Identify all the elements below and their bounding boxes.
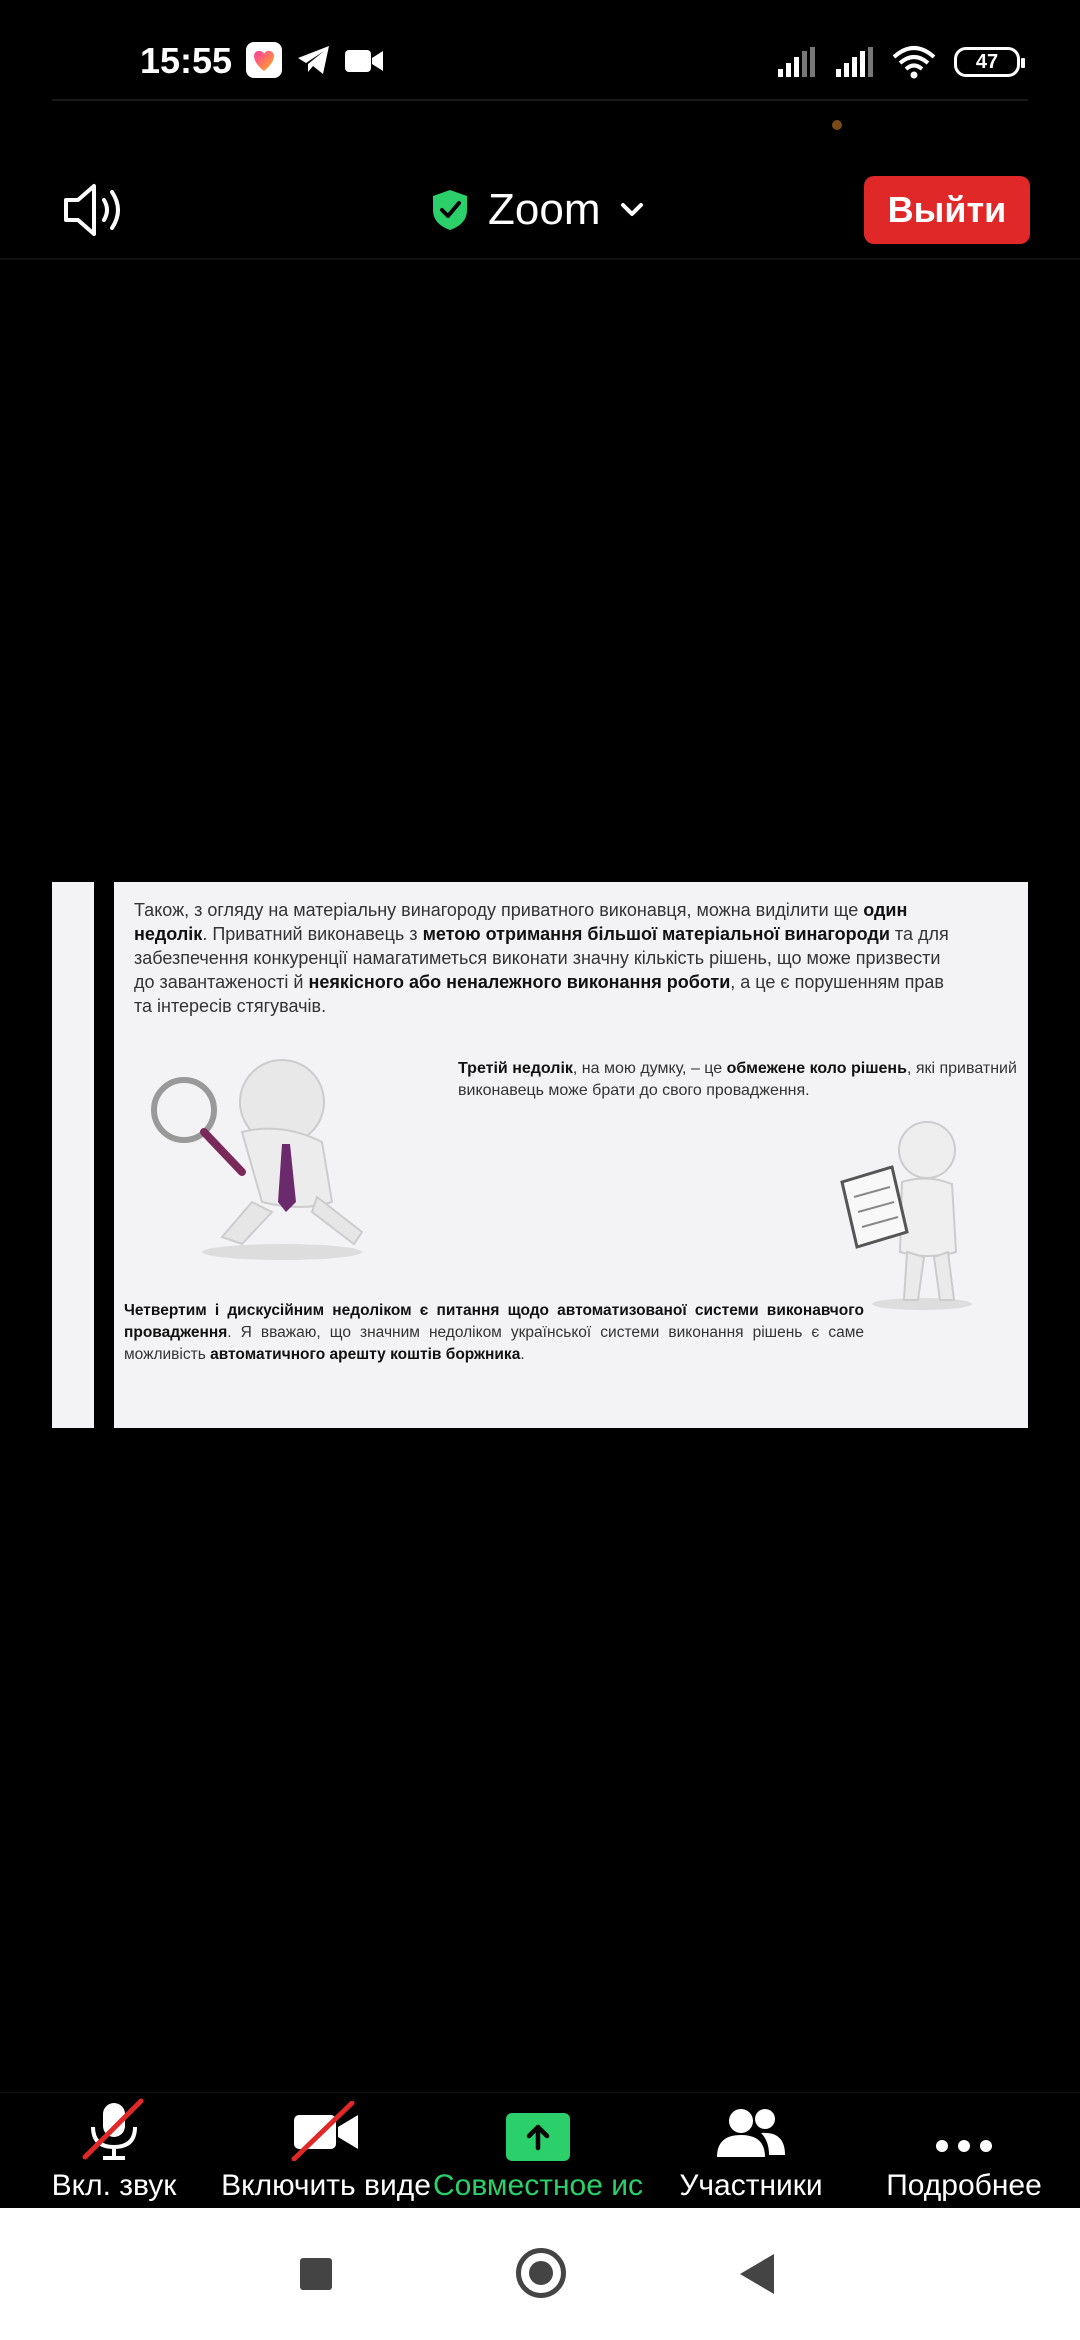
slide-text-run: Третій недолік [458,1060,573,1077]
chevron-down-icon [618,196,646,224]
clipboard-figure-image [822,1112,1012,1312]
slide-text-run: , а це є порушенням прав та інтересів стягувачів. [134,972,944,1016]
slide-text-run: метою отримання більшої матеріальної винагороди [422,924,890,944]
recording-dot [832,120,842,130]
signal-icon-2 [834,47,874,77]
participants-label: Участники [679,2169,823,2202]
slide-text-run: , які приватний виконавець може брати до свого провадження. [458,1060,1017,1099]
microphone-muted-icon [79,2097,149,2161]
speaker-icon [60,178,130,242]
slide-text-run: . Приватний виконавець з [202,924,423,944]
android-nav-bar [0,2208,1080,2340]
back-button[interactable] [740,2254,774,2294]
start-video-label: Включить виде [221,2169,431,2202]
status-time: 15:55 [140,40,233,81]
slide-accent-bar [94,882,114,1428]
status-bar [0,0,1080,100]
shared-screen-slide[interactable] [52,882,1028,1428]
status-indicators [776,40,1020,84]
battery-indicator: 47 [954,47,1020,77]
slide-paragraph-1 [134,898,954,1018]
magnifier-figure-image [132,1032,392,1262]
meeting-header [0,160,1080,260]
slide-text-run: неякісного або неналежного виконання роботи [308,972,731,992]
share-screen-button[interactable] [430,2093,646,2209]
slide-text-run: , на мою думку, – це [572,1060,727,1077]
meeting-toolbar [0,2092,1080,2208]
header-divider [0,258,1080,260]
unmute-label: Вкл. звук [51,2169,177,2202]
slide-text-run: один недолік [134,900,908,944]
participants-button[interactable] [676,2093,826,2209]
home-button[interactable] [516,2248,566,2298]
more-dots-icon [932,2131,996,2161]
app-notification-icon [246,42,282,78]
shield-check-icon [430,188,470,232]
meeting-title-dropdown[interactable] [430,180,646,240]
slide-text-run: автоматичного арешту коштів боржника [210,1346,521,1363]
slide-paragraph-3 [124,1300,864,1366]
unmute-button[interactable] [46,2093,182,2209]
more-label: Подробнее [886,2169,1042,2202]
signal-icon [776,47,816,77]
start-video-button[interactable] [218,2093,434,2209]
slide-text-run: . Я вважаю, що значним недоліком української системи виконання рішень є саме можливість [124,1324,864,1363]
slide-text-run: Також, з огляду на матеріальну винагороду приватного виконавця, можна виділити ще [134,900,864,920]
video-off-icon [290,2101,362,2161]
meeting-title: Zoom [488,185,601,234]
slide-paragraph-2 [458,1058,1028,1102]
slide-text-run: обмежене коло рішень [726,1060,907,1077]
slide-text-run: . [520,1346,525,1363]
slide-text-run: Четвертим і дискусійним недоліком є питання щодо автоматизованої системи виконавчого провадження [124,1302,864,1341]
status-divider [52,99,1028,101]
leave-button[interactable]: Выйти [864,176,1030,244]
video-call-icon [344,48,384,74]
share-arrow-icon [506,2113,570,2161]
more-button[interactable] [884,2093,1044,2209]
telegram-icon [296,44,332,76]
recents-button[interactable] [300,2258,332,2290]
wifi-icon [892,45,936,79]
slide-text-run: та для забезпечення конкуренції намагатиметься виконати значну кількість рішень, що може призвести до завантаженості й [134,924,949,992]
participants-icon [715,2105,787,2161]
speaker-button[interactable] [60,178,130,242]
share-screen-label: Совместное ис [432,2169,644,2202]
